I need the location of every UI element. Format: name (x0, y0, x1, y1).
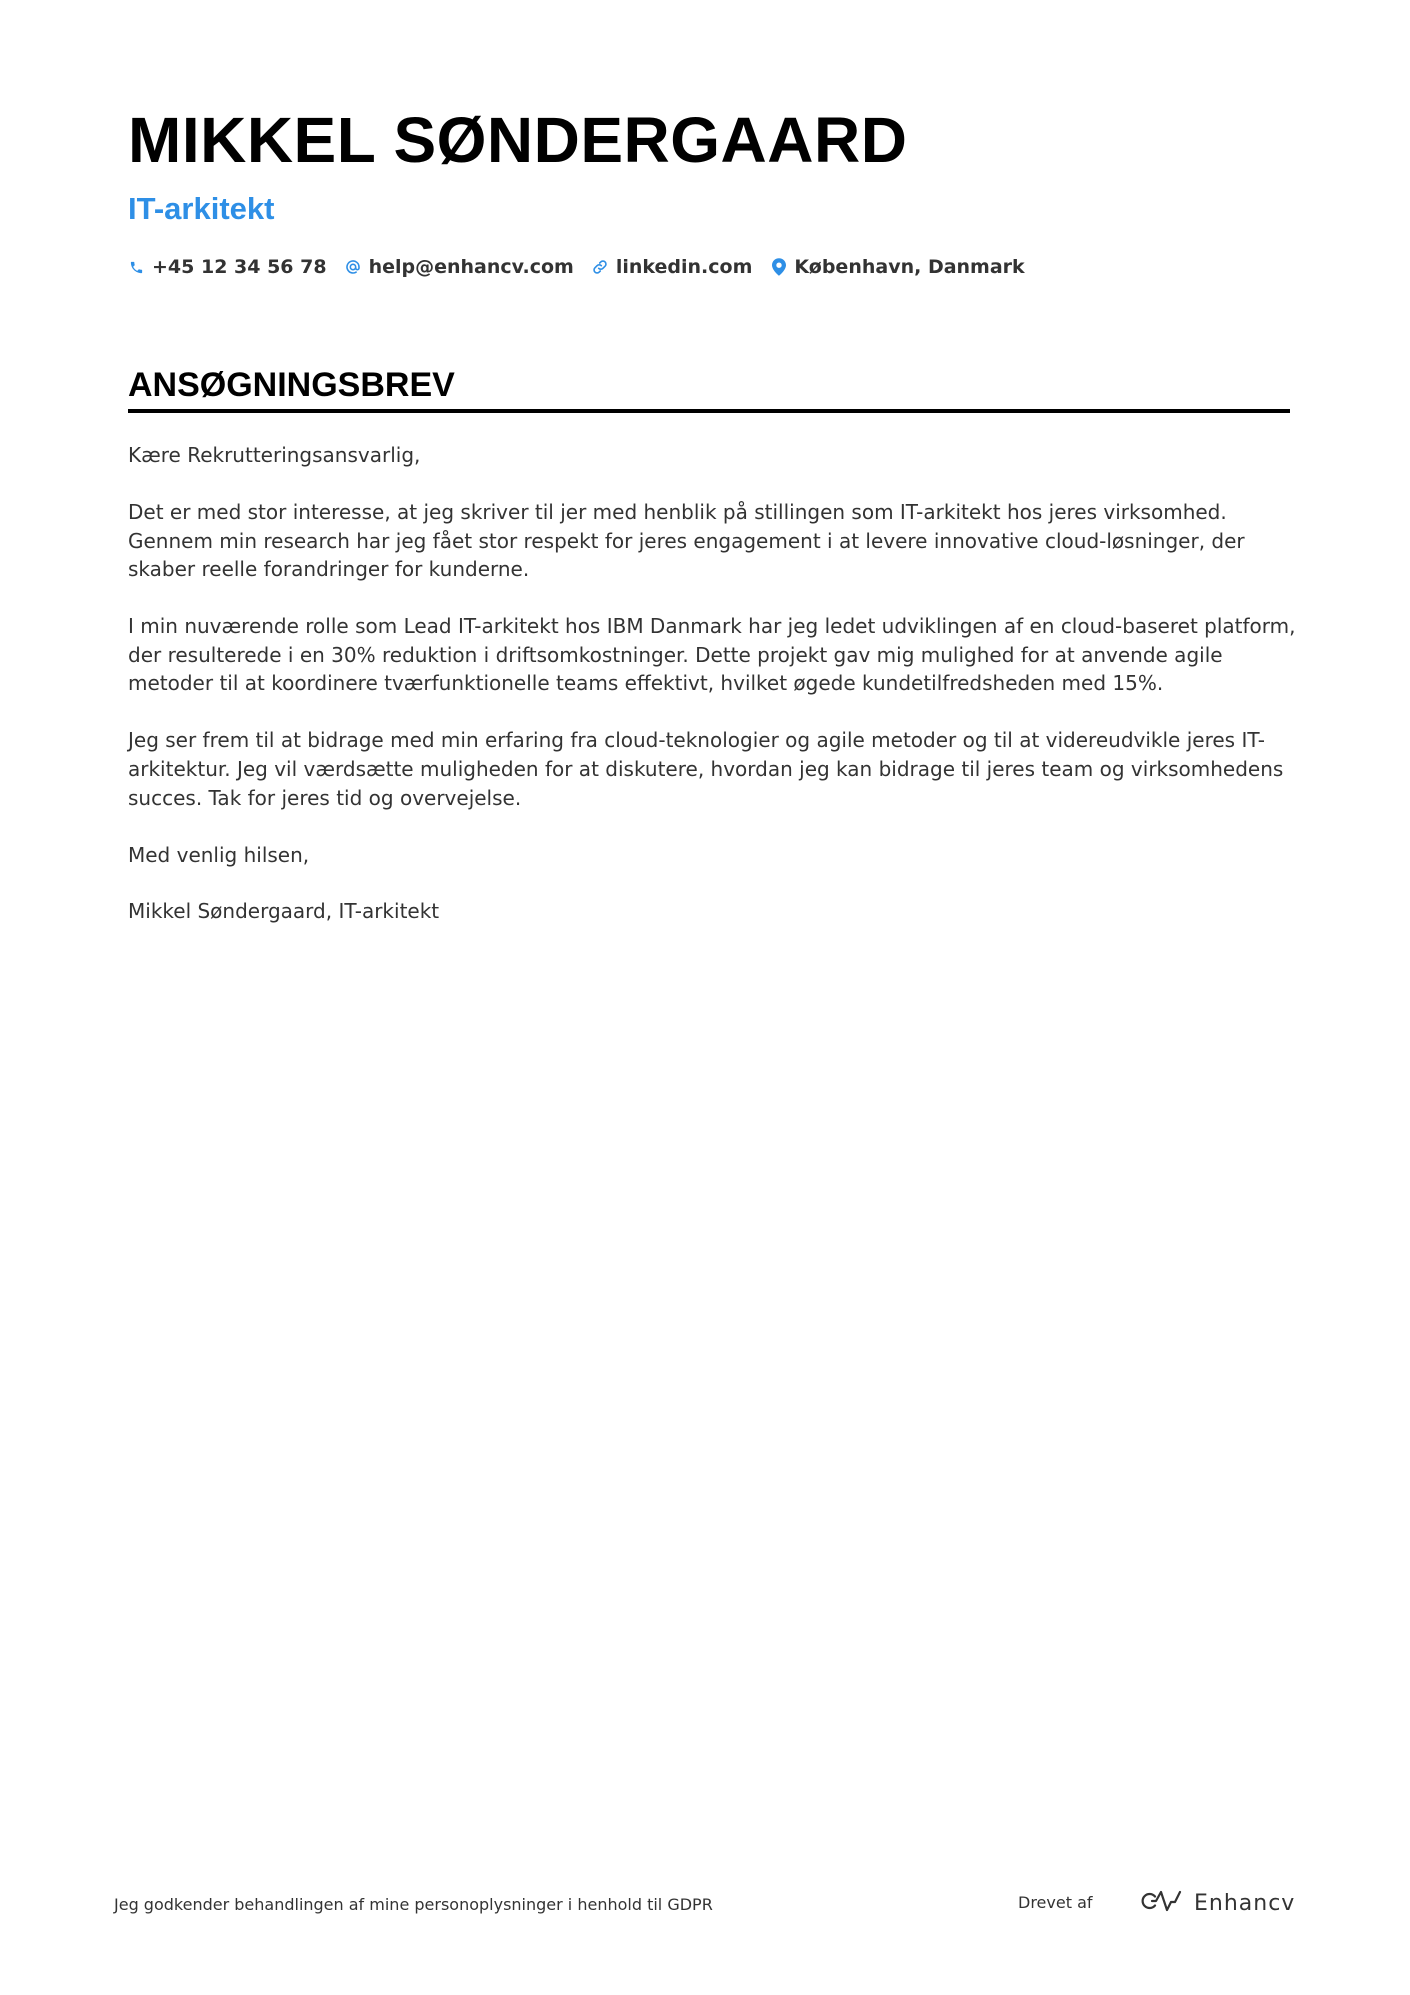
section-divider (128, 409, 1290, 413)
letter-paragraph: Jeg ser frem til at bidrage med min erfaring fra cloud-teknologier og agile metoder og til at videreudvikle jeres IT-arkitektur. Jeg vil værdsætte muligheden for at diskutere, hvordan jeg kan bidrage til jeres team og virksomhedens succes. Tak for jeres tid og overvejelse. (128, 728, 1284, 810)
contact-bar (128, 253, 1025, 281)
contact-location (770, 256, 1024, 278)
enhancv-brand-text: Enhancv (1194, 1890, 1296, 1916)
contact-phone-text: +45 12 34 56 78 (152, 256, 327, 278)
contact-location-text: København, Danmark (794, 256, 1025, 278)
gdpr-consent-text: Jeg godkender behandlingen af mine personoplysninger i henhold til GDPR (114, 1895, 713, 1914)
enhancv-logo-icon (1138, 1889, 1184, 1917)
location-pin-icon (770, 257, 787, 277)
powered-by-label: Drevet af (1018, 1893, 1093, 1912)
letter-body (128, 441, 1296, 954)
letter-paragraph: Det er med stor interesse, at jeg skriver til jer med henblik på stillingen som IT-arkitekt hos jeres virksomhed. Gennem min research har jeg fået stor respekt for jeres engagement i at levere innovative cloud-løsninger, der skaber reelle forandringer for kunderne. (128, 499, 1245, 582)
contact-email[interactable] (345, 256, 574, 278)
phone-icon (128, 257, 145, 277)
contact-linkedin[interactable] (592, 256, 753, 278)
letter-paragraph: I min nuværende rolle som Lead IT-arkitekt hos IBM Danmark har jeg ledet udviklingen af en cloud-baseret platform, der resulterede i en 30% reduktion i driftsomkostninger. Dette projekt gav mig mulighed for at anvende agile metoder til at koordinere tværfunktionelle teams effektivt, hvilket øgede kundetilfredsheden med 15%. (128, 614, 1296, 696)
candidate-role: IT-arkitekt (128, 191, 275, 226)
contact-email-text: help@enhancv.com (368, 256, 574, 278)
at-sign-icon (345, 257, 362, 277)
enhancv-logo[interactable] (1138, 1889, 1295, 1917)
candidate-name: MIKKEL SØNDERGAARD (128, 104, 908, 176)
letter-closing: Med venlig hilsen, (128, 842, 310, 867)
letter-signature: Mikkel Søndergaard, IT-arkitekt (128, 899, 440, 924)
letter-salutation: Kære Rekrutteringsansvarlig, (128, 443, 421, 467)
contact-phone[interactable] (128, 256, 327, 278)
section-heading: ANSØGNINGSBREV (128, 366, 455, 404)
link-icon (592, 257, 609, 277)
contact-linkedin-text: linkedin.com (615, 256, 753, 278)
